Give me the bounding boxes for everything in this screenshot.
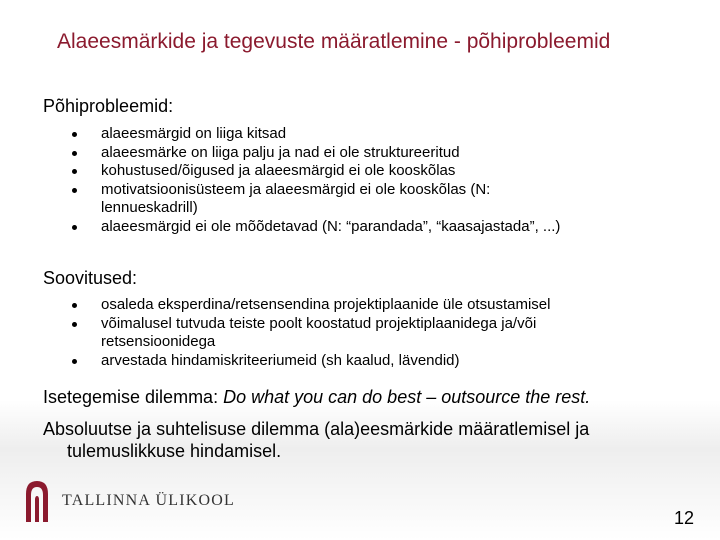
absolute-dilemma-line-2: tulemuslikkuse hindamisel. (67, 441, 282, 461)
dilemma-line (43, 386, 590, 408)
slide-title: Alaeesmärkide ja tegevuste määratlemine - põhiprobleemid (57, 30, 611, 53)
page-number: 12 (674, 508, 695, 528)
recommendations-list (72, 296, 652, 370)
absolute-dilemma-line-1: Absoluutse ja suhtelisuse dilemma (ala)eesmärkide määratlemisel ja (43, 419, 590, 439)
list-item: osaleda eksperdina/retsensendina projektiplaanide üle otsustamisel (72, 296, 652, 315)
dilemma-text: Do what you can do best – outsource the rest. (223, 387, 591, 407)
list-item: kohustused/õigused ja alaeesmärgid ei ole kooskõlas (72, 162, 632, 181)
logo-text: TALLINNA ÜLIKOOL (62, 492, 235, 509)
list-item: motivatsioonisüsteem ja alaeesmärgid ei ole kooskõlas (N: lennueskadrill) (72, 181, 581, 218)
university-arch-logo-icon (22, 478, 52, 522)
problems-list (72, 125, 632, 236)
problems-heading: Põhiprobleemid: (43, 96, 174, 116)
dilemma-label: Isetegemise dilemma: (43, 387, 224, 407)
list-item: võimalusel tutvuda teiste poolt koostatud projektiplaanidega ja/või retsensioonidega (72, 315, 641, 352)
absolute-dilemma-paragraph (43, 418, 683, 462)
list-item: arvestada hindamiskriteeriumeid (sh kaalud, lävendid) (72, 352, 652, 371)
list-item: alaeesmärgid on liiga kitsad (72, 125, 632, 144)
list-item: alaeesmärke on liiga palju ja nad ei ole struktureeritud (72, 144, 632, 163)
recommendations-heading: Soovitused: (43, 268, 138, 288)
list-item: alaeesmärgid ei ole mõõdetavad (N: “parandada”, “kaasajastada”, ...) (72, 218, 632, 237)
